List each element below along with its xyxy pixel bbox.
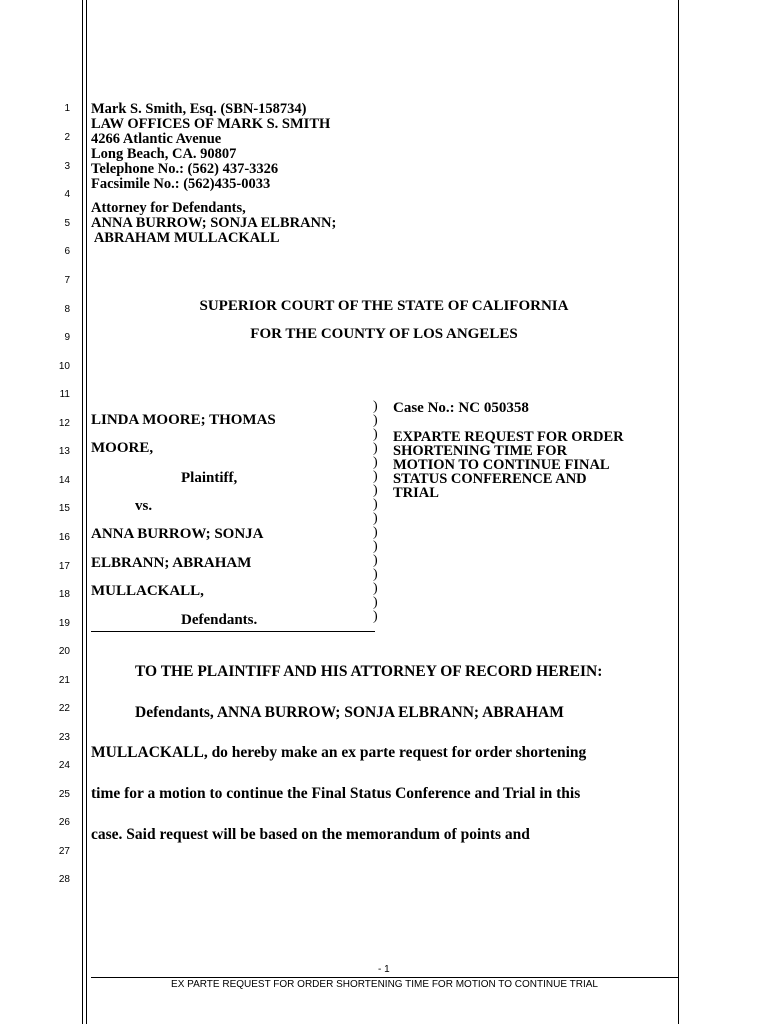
body-line: time for a motion to continue the Final Status Conference and Trial in this — [91, 785, 581, 802]
plaintiff-label: Plaintiff, — [181, 470, 238, 486]
addressee-line: TO THE PLAINTIFF AND HIS ATTORNEY OF RECORD HEREIN: — [135, 663, 603, 680]
left-margin-rule-inner — [86, 0, 87, 1024]
city-state-zip: Long Beach, CA. 90807 — [91, 146, 237, 162]
right-margin-rule — [678, 0, 679, 1024]
plaintiff-names-cont: MOORE, — [91, 440, 154, 456]
line-number: 12 — [58, 418, 70, 429]
body-line: case. Said request will be based on the memorandum of points and — [91, 826, 530, 843]
defendant-names: ANNA BURROW; SONJA — [91, 526, 264, 542]
county-title: FOR THE COUNTY OF LOS ANGELES — [250, 326, 518, 342]
line-number: 13 — [58, 446, 70, 457]
telephone: Telephone No.: (562) 437-3326 — [91, 161, 279, 177]
caption-bracket: ) ) ) ) ) ) ) ) ) ) ) ) ) ) ) ) — [373, 399, 378, 624]
document-title-line: SHORTENING TIME FOR — [393, 443, 568, 459]
line-number: 28 — [58, 874, 70, 885]
line-number: 10 — [58, 361, 70, 372]
defendant-names-cont: ELBRANN; ABRAHAM — [91, 555, 252, 571]
case-number: Case No.: NC 050358 — [393, 400, 529, 416]
line-number: 15 — [58, 503, 70, 514]
line-number: 1 — [64, 103, 70, 114]
line-number: 25 — [58, 789, 70, 800]
defendant-names-cont: MULLACKALL, — [91, 583, 204, 599]
defendant-label: Defendants. — [181, 612, 258, 628]
line-number: 9 — [64, 332, 70, 343]
line-number: 14 — [58, 475, 70, 486]
body-line: Defendants, ANNA BURROW; SONJA ELBRANN; ABRAHAM — [135, 704, 564, 721]
document-title-line: MOTION TO CONTINUE FINAL — [393, 457, 610, 473]
line-number: 23 — [58, 732, 70, 743]
line-number: 27 — [58, 846, 70, 857]
line-number: 24 — [58, 760, 70, 771]
plaintiff-names: LINDA MOORE; THOMAS — [91, 412, 276, 428]
left-margin-rule-outer — [82, 0, 83, 1024]
line-number: 22 — [58, 703, 70, 714]
line-number: 8 — [64, 304, 70, 315]
attorney-for-parties: ANNA BURROW; SONJA ELBRANN; — [91, 215, 337, 231]
line-number: 4 — [64, 189, 70, 200]
attorney-for-label: Attorney for Defendants, — [91, 200, 246, 216]
document-title-line: EXPARTE REQUEST FOR ORDER — [393, 429, 624, 445]
footer-rule — [91, 977, 678, 978]
line-number: 7 — [64, 275, 70, 286]
line-number: 18 — [58, 589, 70, 600]
facsimile: Facsimile No.: (562)435-0033 — [91, 176, 271, 192]
page-number: - 1 — [378, 964, 390, 975]
line-number: 2 — [64, 132, 70, 143]
attorney-name: Mark S. Smith, Esq. (SBN-158734) — [91, 101, 307, 117]
attorney-for-block — [91, 201, 336, 246]
versus: vs. — [135, 498, 153, 514]
attorney-header — [91, 102, 330, 192]
document-title — [393, 430, 624, 500]
document-title-line: TRIAL — [393, 485, 439, 501]
line-number: 6 — [64, 246, 70, 257]
line-number: 21 — [58, 675, 70, 686]
line-number: 5 — [64, 218, 70, 229]
caption-bottom-rule — [91, 631, 375, 632]
law-office-name: LAW OFFICES OF MARK S. SMITH — [91, 116, 331, 132]
document-title-line: STATUS CONFERENCE AND — [393, 471, 587, 487]
line-number: 11 — [59, 389, 70, 400]
line-number: 16 — [58, 532, 70, 543]
footer-title: EX PARTE REQUEST FOR ORDER SHORTENING TIME FOR MOTION TO CONTINUE TRIAL — [171, 979, 598, 990]
line-number: 19 — [58, 618, 70, 629]
street-address: 4266 Atlantic Avenue — [91, 131, 222, 147]
line-number: 26 — [58, 817, 70, 828]
line-number: 17 — [58, 561, 70, 572]
line-number: 20 — [58, 646, 70, 657]
attorney-for-parties-cont: ABRAHAM MULLACKALL — [91, 230, 280, 246]
line-number: 3 — [64, 161, 70, 172]
court-title: SUPERIOR COURT OF THE STATE OF CALIFORNIA — [199, 298, 569, 314]
body-line: MULLACKALL, do hereby make an ex parte request for order shortening — [91, 744, 587, 761]
